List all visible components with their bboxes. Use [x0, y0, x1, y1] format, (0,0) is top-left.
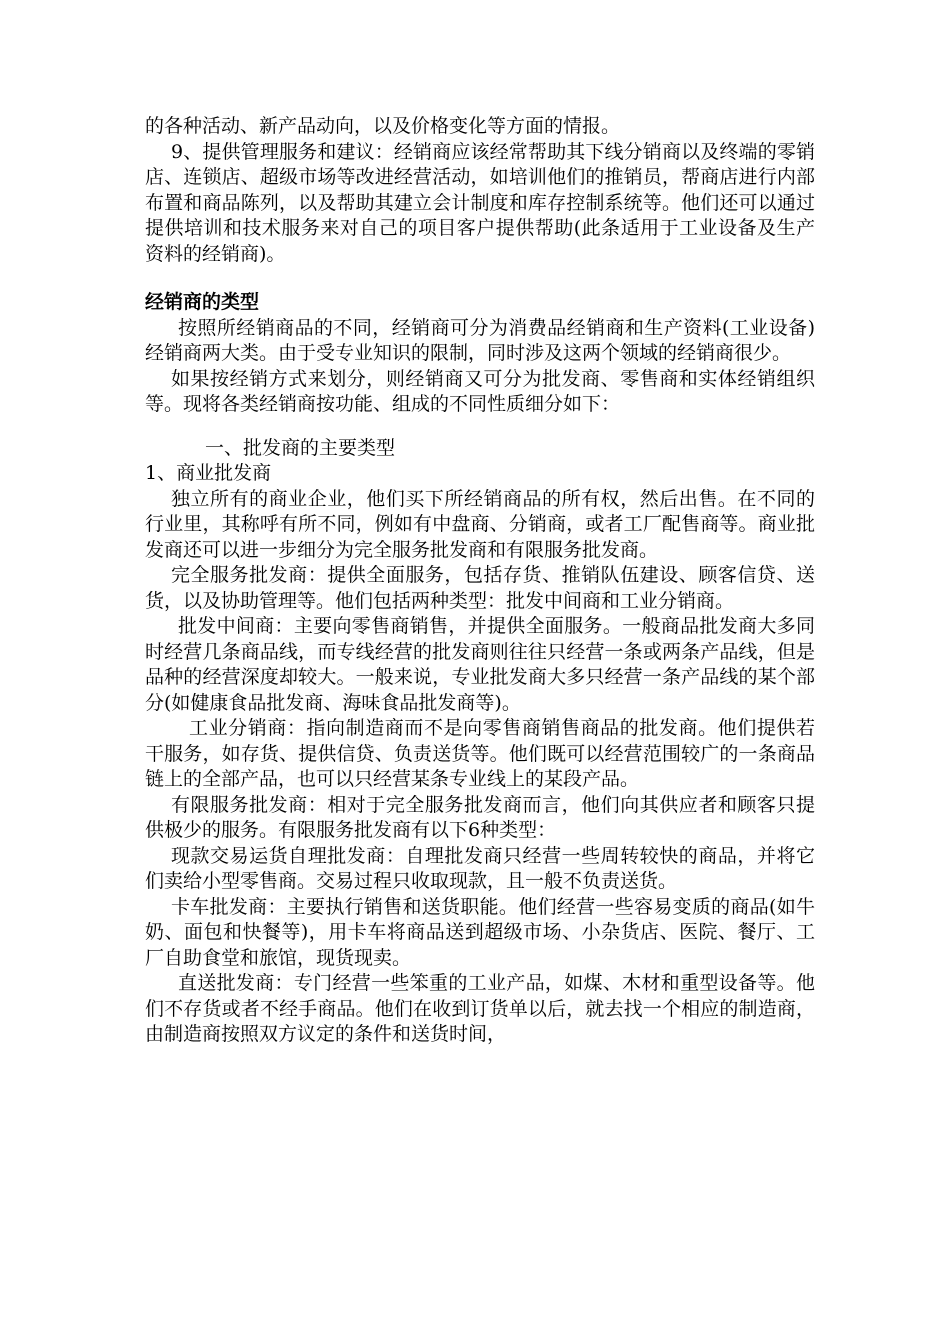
paragraph-by-goods: 按照所经销商品的不同，经销商可分为消费品经销商和生产资料(工业设备)经销商两大类。由于受专业知识的限制，同时涉及这两个领域的经销商很少。 — [145, 316, 815, 364]
paragraph-drop-shipper: 直送批发商：专门经营一些笨重的工业产品，如煤、木材和重型设备等。他们不存货或者不经手商品。他们在收到订货单以后，就去找一个相应的制造商，由制造商按照双方议定的条件和送货时间， — [145, 972, 815, 1045]
paragraph-wholesale-merchant: 批发中间商：主要向零售商销售，并提供全面服务。一般商品批发商大多同时经营几条商品线，而专线经营的批发商则往往只经营一条或两条产品线，但是品种的经营深度却较大。一般来说，专业批发商大多只经营一条产品线的某个部分(如健康食品批发商、海味食品批发商等)。 — [145, 615, 815, 714]
paragraph-by-method: 如果按经销方式来划分，则经销商又可分为批发商、零售商和实体经销组织等。现将各类经销商按功能、组成的不同性质细分如下： — [145, 367, 815, 415]
subsection-heading-merchant-wholesaler: 1、商业批发商 — [145, 462, 272, 484]
paragraph-merchant-wholesaler: 独立所有的商业企业，他们买下所经销商品的所有权，然后出售。在不同的行业里，其称呼有所不同，例如有中盘商、分销商，或者工厂配售商等。商业批发商还可以进一步细分为完全服务批发商和有限服务批发商。 — [145, 487, 815, 561]
paragraph-info-continuation: 的各种活动、新产品动向，以及价格变化等方面的情报。 — [145, 115, 621, 137]
spacer — [145, 267, 815, 290]
paragraph-industrial-distributor: 工业分销商：指向制造商而不是向零售商销售商品的批发商。他们提供若干服务，如存货、提供信贷、负责送货等。他们既可以经营范围较广的一条商品链上的全部产品，也可以只经营某条专业线上的某段产品。 — [145, 717, 815, 790]
document-page — [145, 114, 815, 1048]
paragraph-full-service-wholesaler: 完全服务批发商：提供全面服务，包括存货、推销队伍建设、顾客信贷、送货，以及协助管理等。他们包括两种类型：批发中间商和工业分销商。 — [145, 564, 815, 612]
paragraph-cash-and-carry: 现款交易运货自理批发商：自理批发商只经营一些周转较快的商品，并将它们卖给小型零售商。交易过程只收取现款，且一般不负责送货。 — [145, 844, 815, 892]
subsection-heading-wholesaler-types: 一、批发商的主要类型 — [205, 436, 396, 459]
section-heading: 经销商的类型 — [145, 291, 260, 313]
paragraph-management-services: 9、提供管理服务和建议：经销商应该经常帮助其下线分销商以及终端的零销店、连锁店、超级市场等改进经营活动，如培训他们的推销员，帮商店进行内部布置和商品陈列，以及帮助其建立会计制度和库存控制系统等。他们还可以通过提供培训和技术服务来对自己的项目客户提供帮助(此条适用于工业设备及生产资料的经销商)。 — [145, 140, 815, 265]
paragraph-limited-service-wholesaler: 有限服务批发商：相对于完全服务批发商而言，他们向其供应者和顾客只提供极少的服务。有限服务批发商有以下6种类型： — [145, 793, 815, 841]
paragraph-truck-wholesaler: 卡车批发商：主要执行销售和送货职能。他们经营一些容易变质的商品(如牛奶、面包和快餐等)，用卡车将商品送到超级市场、小杂货店、医院、餐厅、工厂自助食堂和旅馆，现货现卖。 — [145, 895, 815, 969]
spacer — [145, 418, 815, 436]
